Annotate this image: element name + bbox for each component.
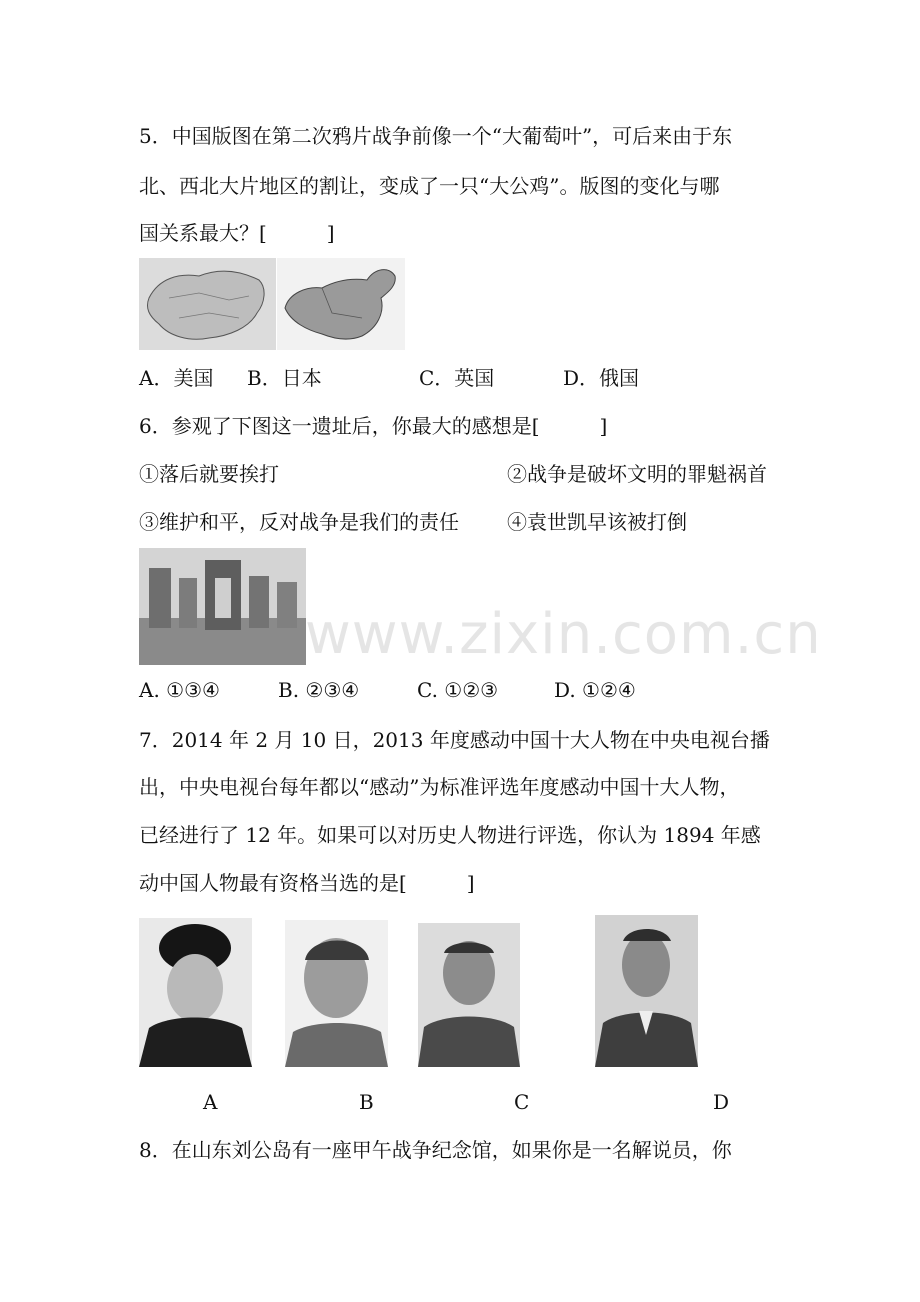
- portrait-c: [418, 923, 520, 1067]
- ruins-photo: [139, 548, 306, 665]
- photo-label-a: A: [203, 1090, 218, 1114]
- q6-choice-2: ②战争是破坏文明的罪魁祸首: [507, 462, 767, 486]
- q5-stem-line1: 5．中国版图在第二次鸦片战争前像一个“大葡萄叶”，可后来由于东: [139, 124, 733, 148]
- q6-choice-3: ③维护和平，反对战争是我们的责任: [139, 510, 459, 534]
- q6-choice-4: ④袁世凯早该被打倒: [507, 510, 687, 534]
- q5-option-c[interactable]: C．英国: [419, 366, 495, 390]
- q6-option-b[interactable]: B. ②③④: [278, 678, 360, 702]
- q7-stem-line3: 已经进行了 12 年。如果可以对历史人物进行评选，你认为 1894 年感: [139, 823, 761, 847]
- q6-stem: 6．参观了下图这一遗址后，你最大的感想是[ ]: [139, 414, 608, 438]
- q5-option-d[interactable]: D．俄国: [563, 366, 640, 390]
- portrait-b: [285, 920, 388, 1067]
- q7-stem-line2: 出，中央电视台每年都以“感动”为标准评选年度感动中国十大人物，: [139, 775, 740, 799]
- modern-map-image: [277, 258, 405, 350]
- q6-option-a[interactable]: A. ①③④: [139, 678, 220, 702]
- q5-stem-line3: 国关系最大？[ ]: [139, 221, 335, 245]
- watermark-text: www.zixin.com.cn: [305, 602, 822, 667]
- q6-option-d[interactable]: D. ①②④: [554, 678, 636, 702]
- q8-stem-line1: 8．在山东刘公岛有一座甲午战争纪念馆，如果你是一名解说员，你: [139, 1138, 732, 1162]
- photo-label-d: D: [713, 1090, 730, 1114]
- qing-map-image: [139, 258, 276, 350]
- q5-stem-line2: 北、西北大片地区的割让，变成了一只“大公鸡”。版图的变化与哪: [139, 174, 720, 198]
- q6-choice-1: ①落后就要挨打: [139, 462, 279, 486]
- photo-label-b: B: [359, 1090, 374, 1114]
- q6-option-c[interactable]: C. ①②③: [417, 678, 499, 702]
- q7-stem-line1: 7．2014 年 2 月 10 日，2013 年度感动中国十大人物在中央电视台播: [139, 728, 770, 752]
- portrait-a: [139, 918, 252, 1067]
- q5-option-b[interactable]: B．日本: [247, 366, 322, 390]
- portrait-d: [595, 915, 698, 1067]
- photo-label-c: C: [514, 1090, 530, 1114]
- q5-option-a[interactable]: A．美国: [139, 366, 214, 390]
- q7-stem-line4: 动中国人物最有资格当选的是[ ]: [139, 871, 475, 895]
